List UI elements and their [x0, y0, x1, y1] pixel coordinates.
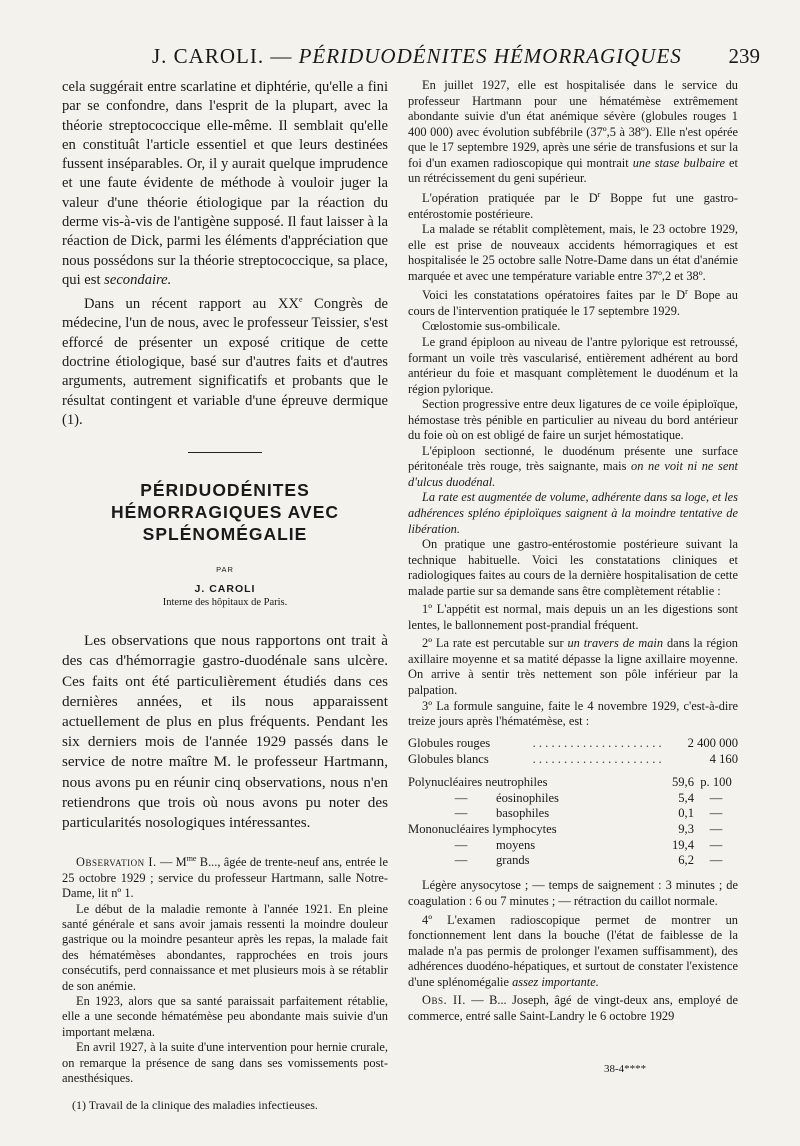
- left-column: [62, 78, 388, 1114]
- finding-2: 2º La rate est percutable sur un travers de main dans la région axillaire moyenne et sa matité dépasse la ligne axillaire moyenne. On arrive à sentir très nettement son pôle inférieur par la palpation.: [408, 636, 739, 698]
- paragraph-constatations: Voici les constatations opératoires faites par le $D^r$ Bope au cours de l'intervention pratiquée le 17 septembre 1929.: [408, 287, 738, 318]
- table-row: Globules rouges . . . . . . . . . . . . . . . . . . . . . 2 400 000: [408, 735, 738, 750]
- section-divider: [188, 452, 262, 453]
- paragraph-epiploon: Le grand épiploon au niveau de l'antre pylorique est retroussé, formant un voile très vascularisé, entièrement adhérent au bord antérieur du foie et masquant complètement le duodénum et la région pylorique.: [408, 335, 738, 396]
- intro-paragraph: Les observations que nous rapportons ont trait à des cas d'hémorragie gastro-duodénale sans ulcère. Ces faits ont été particulièrement étudiés dans ces dernières années, et ils nous apparaissent actuellement de plus en plus fréquents. Pendant les six derniers mois de l'année 1929 passés dans le service de notre maître M. le professeur Hartmann, nous avons pu en réunir cinq observations, nous n'en retiendrons que trois où nous avons pu noter des particularités nosologiques intéressantes.: [62, 632, 388, 832]
- paragraph-sectionne: L'épiploon sectionné, le duodénum présente une surface péritonéale très rouge, très saignante, mais on ne voit ni ne sent d'ulcus duodénal.: [408, 443, 738, 489]
- article-title: PÉRIDUODÉNITES HÉMORRAGIQUES AVEC SPLÉNOMÉGALIE: [110, 480, 340, 545]
- paragraph-1923: En 1923, alors que sa santé paraissait parfaitement rétablie, elle a une seconde hématémèse peu abondante mais suivie d'un important melæna.: [62, 994, 388, 1039]
- paragraph-1927: En avril 1927, à la suite d'une intervention pour hernie crurale, on remarque la présence de sang dans ses vomissements post-anesthésiques.: [62, 1040, 388, 1086]
- right-column: [408, 78, 738, 1024]
- paragraph-rapport: Dans un récent rapport au XXe Congrès de médecine, l'un de nous, avec le professeur Teissier, s'est efforcé de présenter un exposé critique de cette doctrine étiologique, basé sur d'autres faits et d'autres arguments, autrement significatifs et probants que le résultat contingent et variable d'une épreuve dermique (1).: [62, 295, 388, 428]
- paragraph-operation: L'opération pratiquée par le $D^r$ Boppe fut une gastro-entérostomie postérieure.: [408, 189, 738, 221]
- intro-section: [62, 631, 388, 833]
- paragraph-debut: Le début de la maladie remonte à l'année 1921. En pleine santé générale et sans avoir jamais ressenti la moindre douleur gastrique ou la moindre pesanteur après les repas, la malade fait des hématémèses abondantes, rapprochées en trois jours consécutifs, perd connaissance et met plusieurs mois à se rétablir de son anémie.: [62, 901, 388, 993]
- finding-3: 3º La formule sanguine, faite le 4 novembre 1929, c'est-à-dire treize jours après l'hématémèse, est :: [408, 698, 738, 729]
- signature-mark: 38-4****: [604, 1063, 647, 1075]
- table-row: Globules blancs . . . . . . . . . . . . . . . . . . . . . 4 160: [408, 751, 738, 766]
- paragraph-juillet: En juillet 1927, elle est hospitalisée dans le service du professeur Hartmann pour une hématémèse extrêmement abondante suivie d'un état anémique sévère (globules rouges 1 400 000) avec évolution subfébrile (37º,5 à 38º). Elle n'est opérée que le 17 septembre 1929, après une série de transfusions et sur la foi d'un examen radioscopique qui montrait une stase bulbaire et un rétrécissement du geni supérieur.: [408, 78, 738, 186]
- footnote: (1) Travail de la clinique des maladies infectieuses.: [72, 1098, 318, 1113]
- obs1-heading: Observation I. — $M^{me}$ B..., âgée de trente-neuf ans, entrée le 25 octobre 1929 ; service du professeur Hartmann, salle Notre-Dame, lit nº 1.: [62, 854, 388, 901]
- table-row: — basophiles 0,1 —: [454, 806, 723, 821]
- page-number: 239: [728, 44, 760, 68]
- paragraph-retablit: La malade se rétablit complètement, mais, le 23 octobre 1929, elle est prise de nouveaux accidents hémorragiques et est hospitalisée le 25 octobre salle Notre-Dame dans un état d'anémie marquée et avec une température variable entre 37º,2 et 38º.: [408, 222, 738, 283]
- leucocyte-formula-table: [408, 775, 738, 869]
- author-name: J. CAROLI: [194, 583, 256, 596]
- paragraph-anisocytose: Légère anysocytose ; — temps de saignement : 3 minutes ; de coagulation : 6 ou 7 minutes ; — rétraction du caillot normale.: [408, 878, 738, 908]
- obs2-heading: Obs. II. — B... Joseph, âgé de vingt-deux ans, employé de commerce, entré salle Saint-Landry le 6 octobre 1929: [408, 993, 738, 1023]
- finding-4: 4º L'examen radioscopique permet de montrer un fonctionnement lent dans la bouche (l'état de faiblesse de la malade n'a pas permis de prolonger l'examen suffisamment), des adhérences duodéno-hépatiques, et surtout de constater l'existence d'une splénomégalie assez importante.: [408, 912, 738, 989]
- observation-one: [62, 851, 388, 1114]
- running-header: [60, 44, 760, 70]
- table-row: — grands 6,2 —: [454, 853, 723, 868]
- byline-par: PAR: [216, 565, 234, 575]
- globules-table: [408, 736, 738, 767]
- table-row: Polynucléaires neutrophiles 59,6 p. 100: [408, 775, 732, 790]
- paragraph-section: Section progressive entre deux ligatures de ce voile épiploïque, hémostase très pénible en particulier au niveau du bord antérieur du foie où on est obligé de faire un surjet hémostatique.: [408, 397, 738, 443]
- leader-dots: . . . . . . . . . . . . . . . . . . . . .: [532, 751, 662, 766]
- finding-1: 1º L'appétit est normal, mais depuis un an les digestions sont lentes, le ballonnement post-prandial fréquent.: [408, 602, 738, 632]
- table-row: — moyens 19,4 —: [454, 837, 723, 852]
- table-row: Mononucléaires lymphocytes 9,3 —: [408, 821, 723, 836]
- author-affiliation: Interne des hôpitaux de Paris.: [162, 597, 288, 609]
- paragraph-pratique: On pratique une gastro-entérostomie postérieure suivant la technique habituelle. Voici les constatations cliniques et radiologiques faites au cours de la dernière hospitalisation de cette malade partie sur sa demande sans être complètement rétablie :: [408, 537, 738, 598]
- leader-dots: . . . . . . . . . . . . . . . . . . . . .: [532, 735, 662, 750]
- paragraph-rate: La rate est augmentée de volume, adhérente dans sa loge, et les adhérences spléno épiploïques saignent à la moindre tentative de libération.: [408, 490, 738, 536]
- table-row: — éosinophiles 5,4 —: [454, 790, 723, 805]
- running-title: J. CAROLI. — PÉRIDUODÉNITES HÉMORRAGIQUES: [152, 44, 682, 68]
- paragraph-coelostomie: Cœlostomie sus-ombilicale.: [422, 319, 561, 334]
- paragraph-dick: cela suggérait entre scarlatine et diphtérie, qu'elle a fini par se confondre, dans l'esprit de la plupart, avec la théorie streptococcique elle-même. Il semblait qu'elle en constituât l'article essentiel et que leurs destinées fussent inséparables. Or, il y aurait quelque imprudence et une faute évidente de méthode à vouloir juger la valeur d'une théorie étiologique par la réaction du derme vis-à-vis de l'antigène supposé. Il faut laisser à la réaction de Dick, parmi les éléments d'appréciation que nous possédons sur la théorie streptococcique, sa place, qui est secondaire.: [62, 79, 389, 288]
